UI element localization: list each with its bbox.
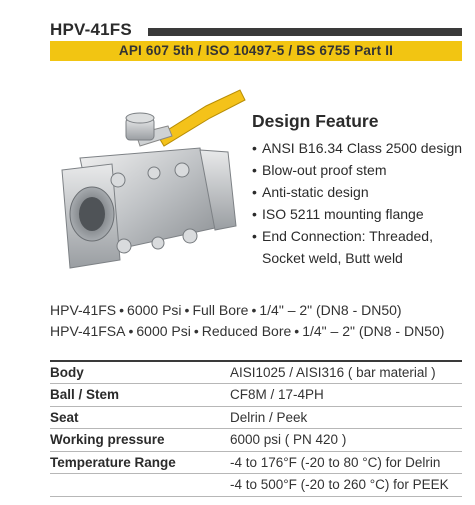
spec-key: Body (50, 361, 230, 384)
table-row (50, 361, 462, 384)
standards-banner: API 607 5th / ISO 10497-5 / BS 6755 Part II (50, 41, 462, 61)
spec-key: Ball / Stem (50, 384, 230, 407)
model-size: 1/4" – 2" (DN8 - DN50) (302, 323, 445, 339)
feature-item: • ISO 5211 mounting flange (252, 203, 462, 225)
model-bore: Full Bore (192, 302, 249, 318)
spec-key: Seat (50, 406, 230, 429)
title-divider-bar (148, 28, 462, 36)
model-line: HPV-41FS • 6000 Psi • Full Bore • 1/4" – 2" (DN8 - DN50) (50, 302, 402, 318)
feature-item: • Anti-static design (252, 181, 462, 203)
table-row (50, 429, 462, 452)
spec-key: Working pressure (50, 429, 230, 452)
model-pressure: 6000 Psi (136, 323, 191, 339)
feature-item-continuation: Socket weld, Butt weld (262, 250, 403, 266)
model-line: HPV-41FSA • 6000 Psi • Reduced Bore • 1/4" – 2" (DN8 - DN50) (50, 323, 445, 339)
spec-table (50, 360, 462, 497)
design-feature-list (252, 137, 462, 269)
feature-item: • ANSI B16.34 Class 2500 design (252, 137, 462, 159)
spec-value: -4 to 176°F (-20 to 80 °C) for Delrin (230, 451, 462, 474)
table-row (50, 406, 462, 429)
table-row (50, 474, 462, 497)
model-bore: Reduced Bore (201, 323, 292, 339)
model-pressure: 6000 Psi (127, 302, 182, 318)
product-title: HPV-41FS (50, 20, 132, 39)
spec-value: -4 to 500°F (-20 to 260 °C) for PEEK (230, 474, 462, 497)
feature-item: • Blow-out proof stem (252, 159, 462, 181)
spec-value: AISI1025 / AISI316 ( bar material ) (230, 361, 462, 384)
table-row (50, 451, 462, 474)
spec-value: CF8M / 17-4PH (230, 384, 462, 407)
model-size: 1/4" – 2" (DN8 - DN50) (259, 302, 402, 318)
table-row (50, 384, 462, 407)
model-code: HPV-41FS (50, 302, 117, 318)
handle-grip (158, 90, 245, 146)
model-code: HPV-41FSA (50, 323, 126, 339)
spec-key: Temperature Range (50, 451, 230, 474)
spec-value: 6000 psi ( PN 420 ) (230, 429, 462, 452)
spec-value: Delrin / Peek (230, 406, 462, 429)
design-feature-heading: Design Feature (252, 111, 379, 131)
spec-key (50, 474, 230, 497)
ball-valve-image (40, 78, 250, 278)
feature-item: • End Connection: Threaded, (252, 225, 462, 247)
